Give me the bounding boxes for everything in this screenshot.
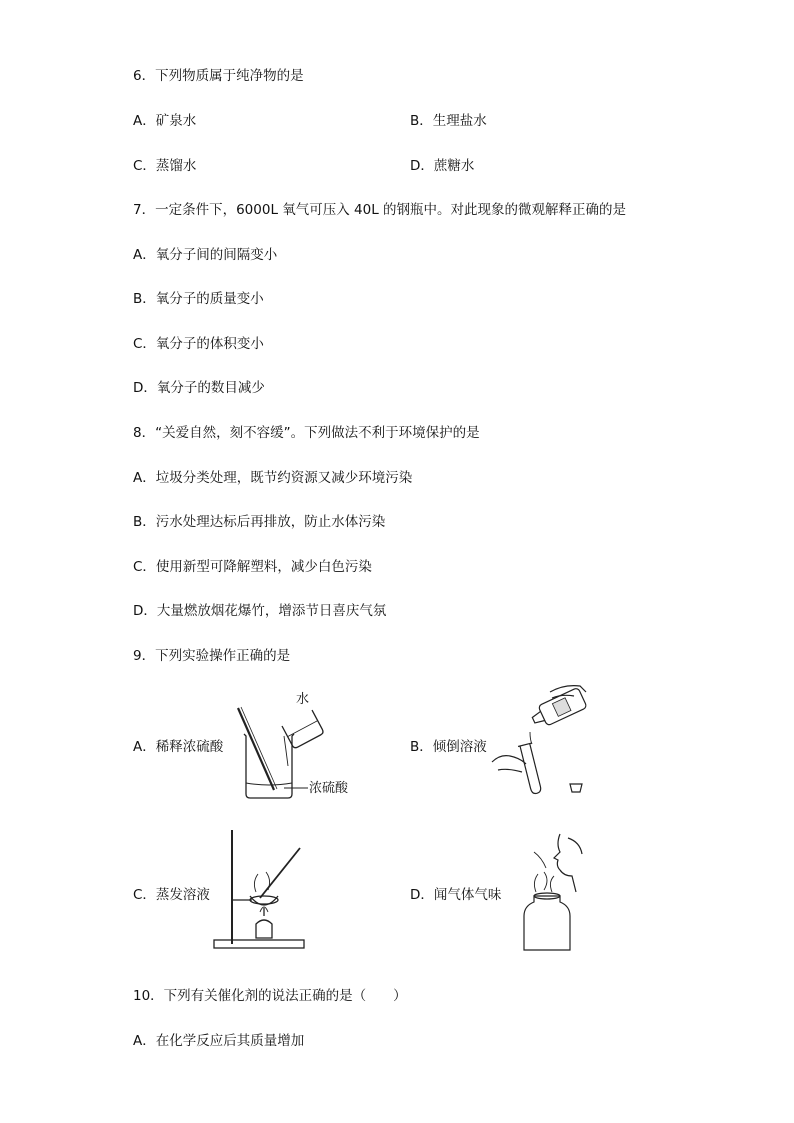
- q9-stem: 9．下列实验操作正确的是: [133, 648, 291, 664]
- q8-option-b: B．污水处理达标后再排放，防止水体污染: [133, 514, 386, 530]
- q9-option-c: C．蒸发溶液: [133, 887, 210, 903]
- q10-stem: 10．下列有关催化剂的说法正确的是（ ）: [133, 988, 407, 1004]
- pouring-figure: [490, 684, 590, 802]
- q7-stem: 7．一定条件下，6000L 氧气可压入 40L 的钢瓶中。对此现象的微观解释正确的是: [133, 202, 627, 218]
- q7-option-c: C．氧分子的体积变小: [133, 336, 264, 352]
- q9-a-water-label: 水: [296, 692, 310, 707]
- q10-option-a: A．在化学反应后其质量增加: [133, 1033, 305, 1049]
- q9-option-d: D．闻气体气味: [410, 887, 502, 903]
- q7-option-d: D．氧分子的数目减少: [133, 380, 265, 396]
- q9-a-acid-label: 浓硫酸: [309, 781, 349, 796]
- q8-option-c: C．使用新型可降解塑料，减少白色污染: [133, 559, 372, 575]
- q7-option-a: A．氧分子间的间隔变小: [133, 247, 278, 263]
- q6-option-a: A．矿泉水: [133, 113, 197, 129]
- evaporation-figure: [210, 826, 310, 954]
- q8-stem: 8．“关爱自然，刻不容缓”。下列做法不利于环境保护的是: [133, 425, 480, 441]
- q6-option-b: B．生理盐水: [410, 113, 487, 129]
- dilution-figure: [228, 690, 348, 805]
- q6-option-c: C．蒸馏水: [133, 158, 197, 174]
- q9-option-a: A．稀释浓硫酸: [133, 739, 224, 755]
- q8-option-d: D．大量燃放烟花爆竹，增添节日喜庆气氛: [133, 603, 387, 619]
- q9-option-b: B．倾倒溶液: [410, 739, 487, 755]
- q6-option-d: D．蔗糖水: [410, 158, 475, 174]
- q6-stem: 6．下列物质属于纯净物的是: [133, 68, 304, 84]
- q7-option-b: B．氧分子的质量变小: [133, 291, 264, 307]
- smell-gas-figure: [520, 832, 590, 956]
- q8-option-a: A．垃圾分类处理，既节约资源又减少环境污染: [133, 470, 413, 486]
